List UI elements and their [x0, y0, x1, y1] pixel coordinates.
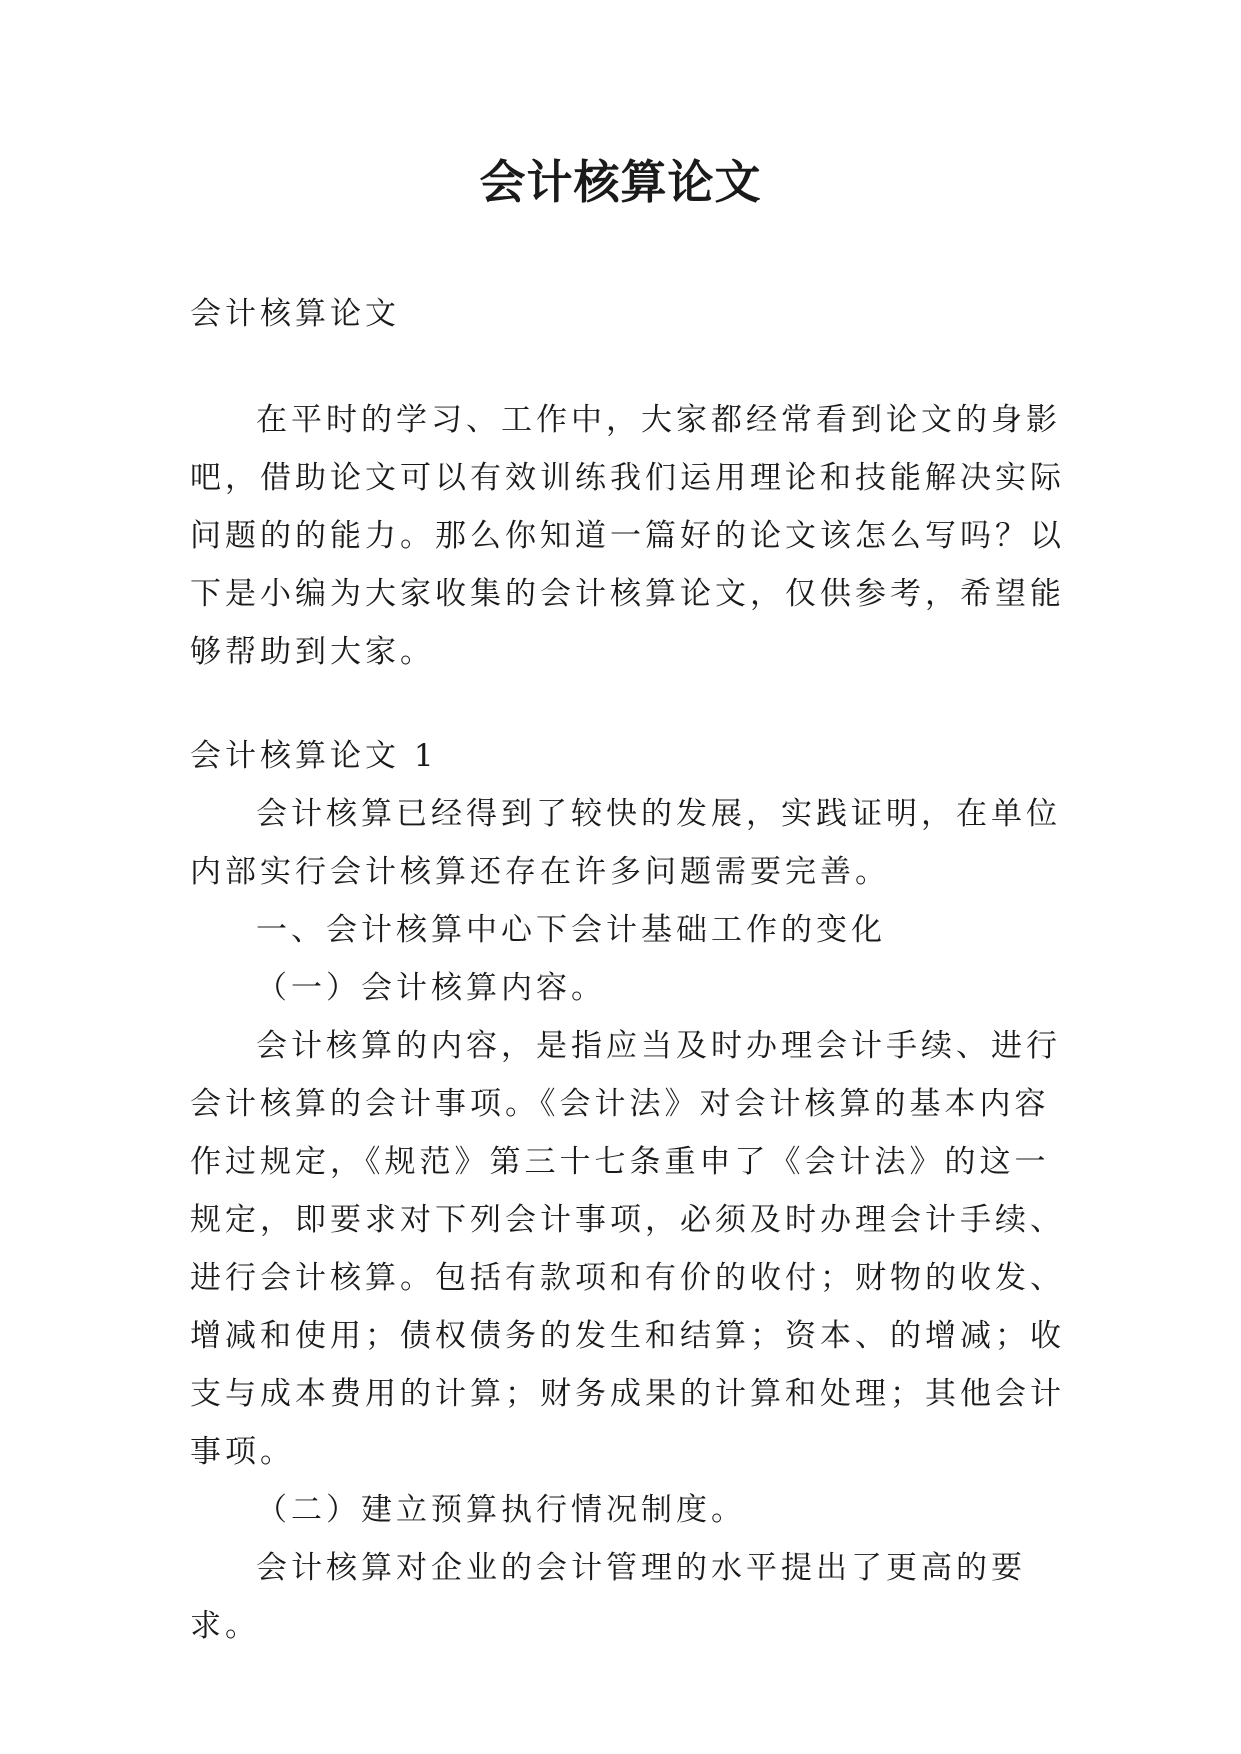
intro-paragraph: 在平时的学习、工作中，大家都经常看到论文的身影吧，借助论文可以有效训练我们运用理论和技能解决实际问题的的能力。那么你知道一篇好的论文该怎么写吗？以下是小编为大家收集的会计核算论文，仅供参考，希望能够帮助到大家。 — [190, 402, 1065, 670]
document-subtitle: 会计核算论文 — [190, 296, 400, 332]
body-paragraph: 会计核算的内容，是指应当及时办理会计手续、进行会计核算的会计事项。《会计法》对会计核算的基本内容作过规定，《规范》第三十七条重申了《会计法》的这一规定，即要求对下列会计事项，必须及时办理会计手续、进行会计核算。包括有款项和有价的收付；财物的收发、增减和使用；债权债务的发生和结算；资本、的增减；收支与成本费用的计算；财务成果的计算和处理；其他会计事项。 — [190, 1028, 1065, 1470]
document-body — [190, 285, 1070, 1655]
heading-level-2: （二）建立预算执行情况制度。 — [256, 1492, 746, 1528]
heading-level-1: 一、会计核算中心下会计基础工作的变化 — [256, 912, 886, 948]
section-title: 会计核算论文 1 — [190, 738, 438, 774]
body-paragraph: 会计核算已经得到了较快的发展，实践证明，在单位内部实行会计核算还存在许多问题需要完善。 — [190, 796, 1061, 890]
body-paragraph: 会计核算对企业的会计管理的水平提出了更高的要求。 — [190, 1550, 1026, 1644]
document-title: 会计核算论文 — [479, 155, 762, 209]
heading-level-2: （一）会计核算内容。 — [256, 970, 606, 1006]
